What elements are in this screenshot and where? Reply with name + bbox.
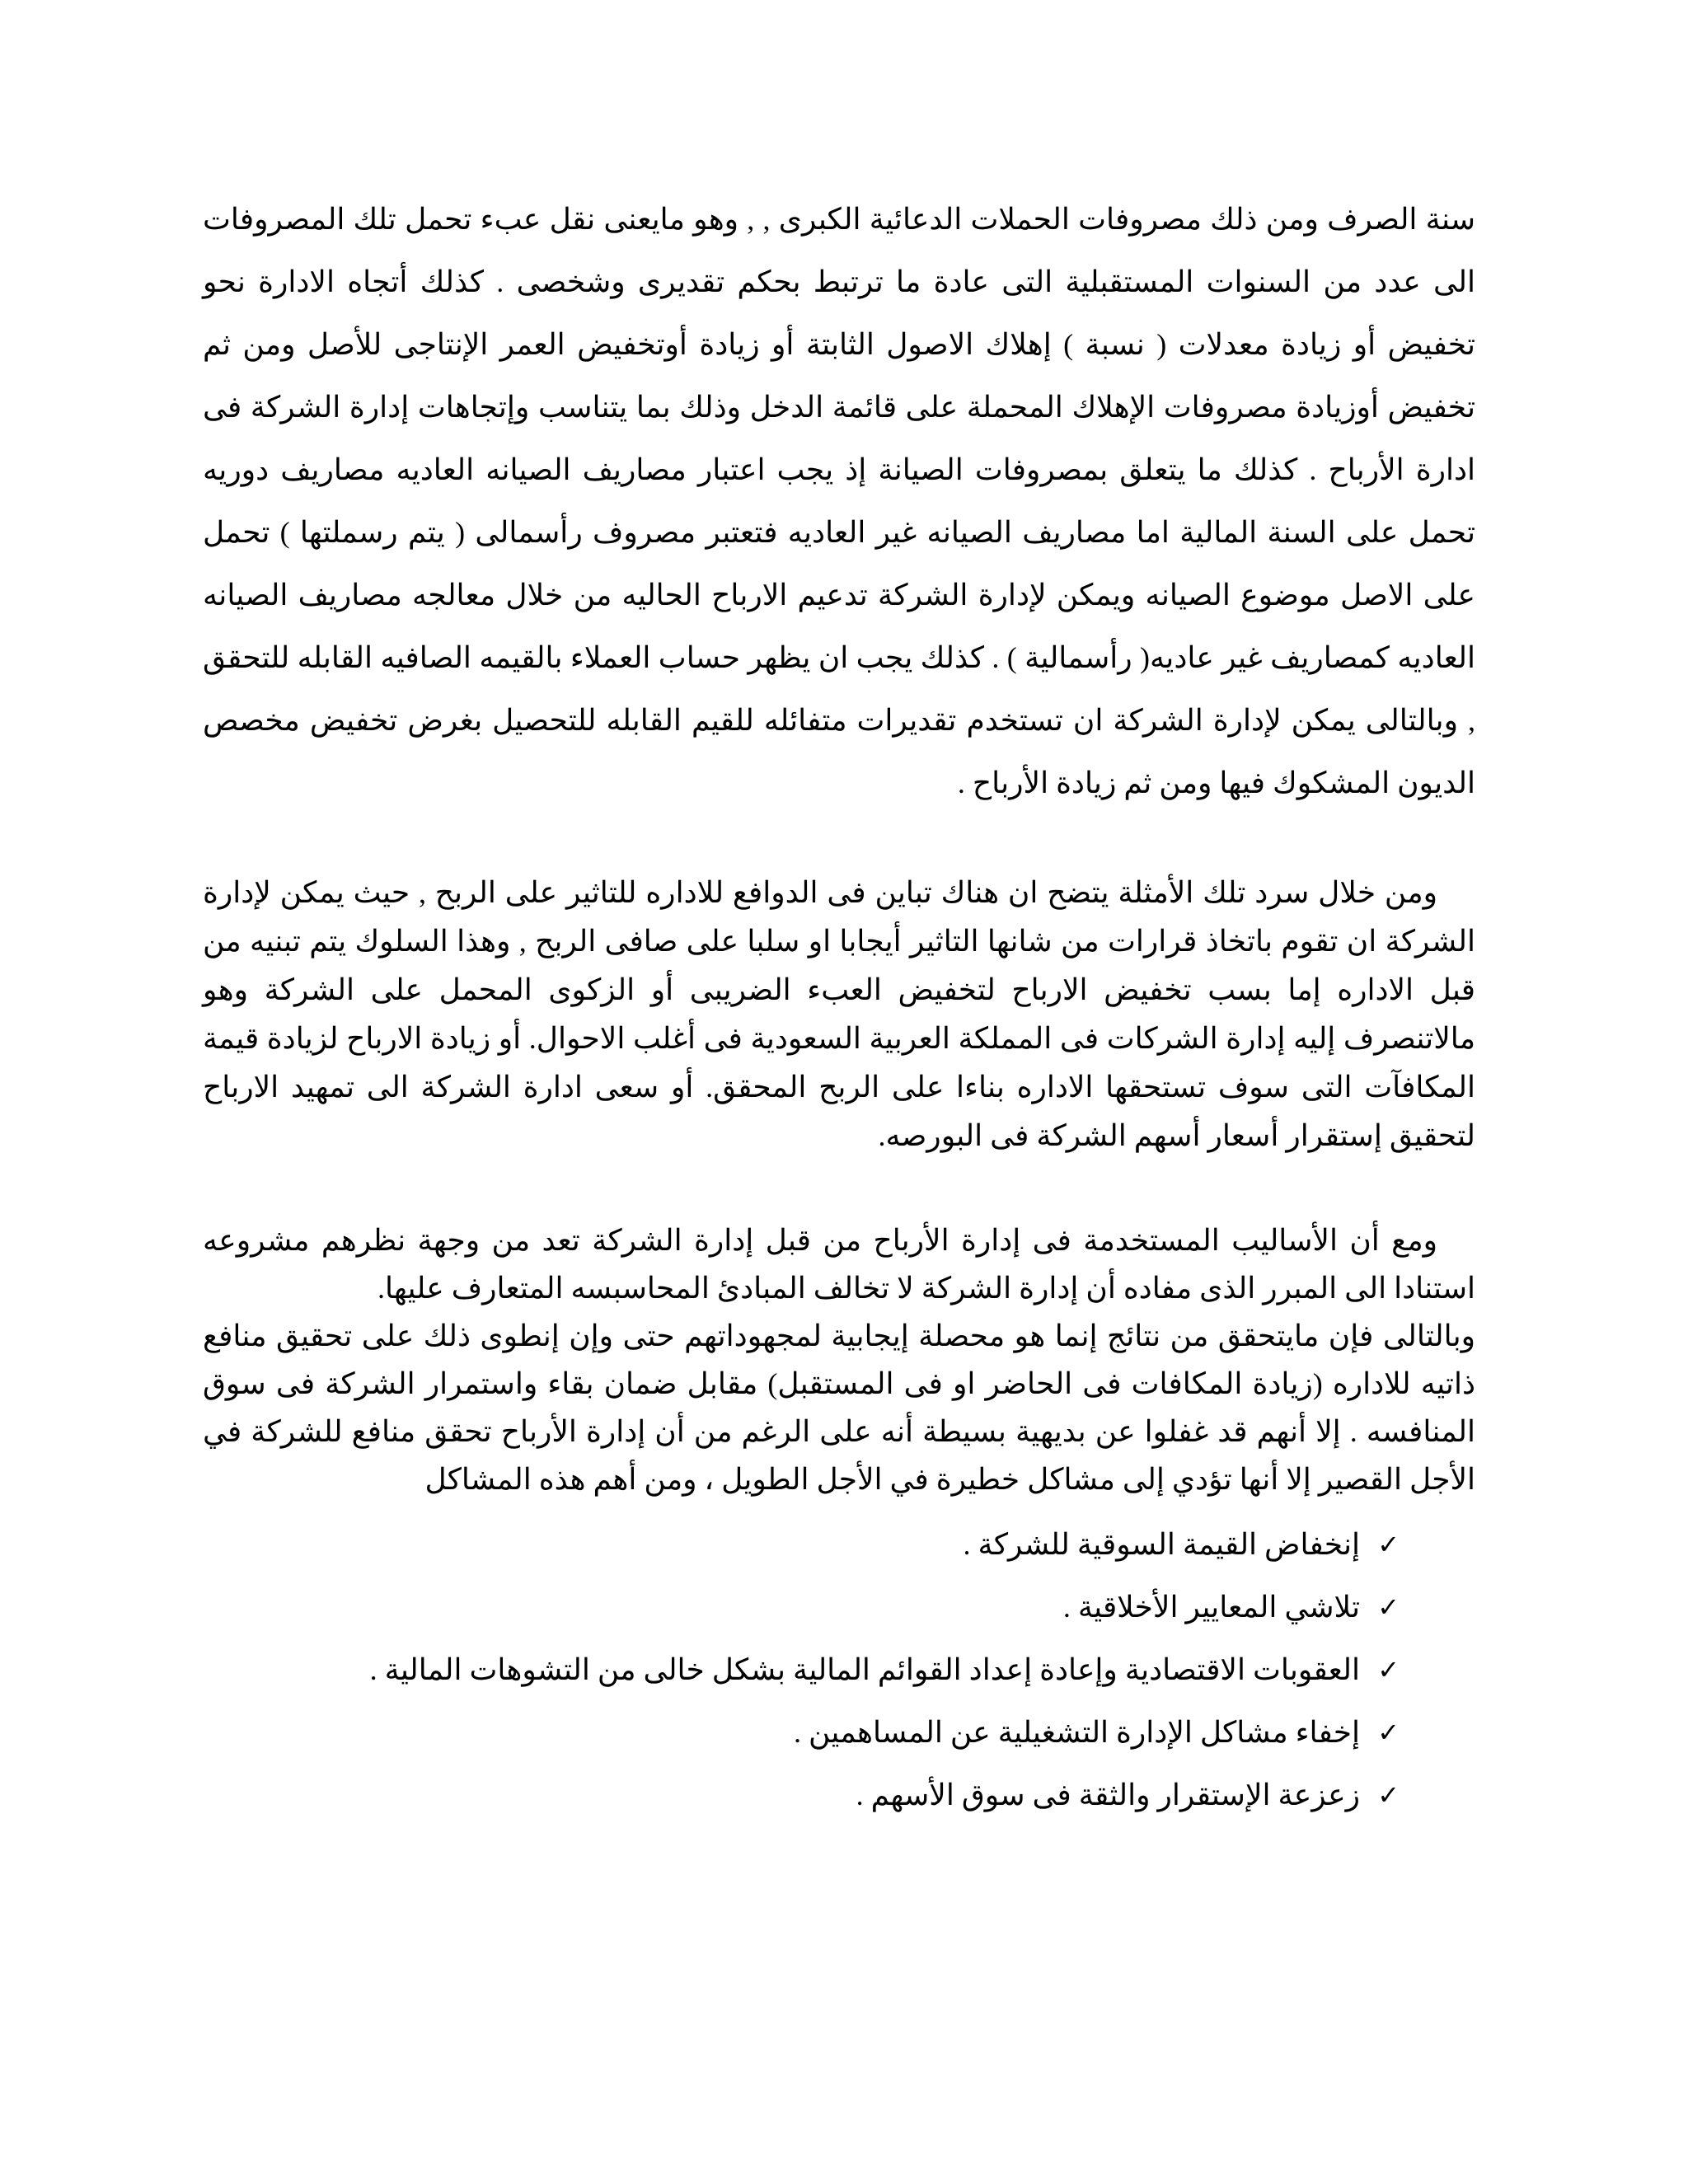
check-icon: ✓ [1377,1591,1400,1623]
check-icon: ✓ [1377,1717,1400,1748]
list-item-text: العقوبات الاقتصادية وإعادة إعداد القوائم المالية بشكل خالى من التشوهات المالية . [369,1653,1360,1686]
paragraph-accounting-examples: سنة الصرف ومن ذلك مصروفات الحملات الدعائية الكبرى , , وهو مايعنى نقل عبء تحمل تلك المصروفات الى عدد من السنوات المستقبلية التى عادة ما ترتبط بحكم تقديرى وشخصى . كذلك أتجاه الادارة نحو تخفيض أو زيادة معدلات ( نسبة ) إهلاك الاصول الثابتة أو زيادة أوتخفيض العمر الإنتاجى للأصل ومن ثم تخفيض أوزيادة مصروفات الإهلاك المحملة على قائمة الدخل وذلك بما يتناسب وإتجاهات إدارة الشركة فى ادارة الأرباح . كذلك ما يتعلق بمصروفات الصيانة إذ يجب اعتبار مصاريف الصيانه العاديه مصاريف دوريه تحمل على السنة المالية اما مصاريف الصيانه غير العاديه فتعتبر مصروف رأسمالى ( يتم رسملتها ) تحمل على الاصل موضوع الصيانه ويمكن لإدارة الشركة تدعيم الارباح الحاليه من خلال معالجه مصاريف الصيانه العاديه كمصاريف غير عاديه( رأسمالية ) . كذلك يجب ان يظهر حساب العملاء بالقيمه الصافيه القابله للتحقق , وبالتالى يمكن لإدارة الشركة ان تستخدم تقديرات متفائله للقيم القابله للتحصيل بغرض تخفيض مخصص الديون المشكوك فيها ومن ثم زيادة الأرباح . [203,203,1475,799]
paragraph-management-motives: ومن خلال سرد تلك الأمثلة يتضح ان هناك تباين فى الدوافع للاداره للتاثير على الربح , حيث يمكن لإدارة الشركة ان تقوم باتخاذ قرارات من شانها التاثير أيجابا او سلبا على صافى الربح , وهذا السلوك يتم تبنيه من قبل الاداره إما بسب تخفيض الارباح لتخفيض العبء الضريبى أو الزكوى المحمل على الشركة وهو مالاتنصرف إليه إدارة الشركات فى المملكة العربية السعودية فى أغلب الاحوال. أو زيادة الارباح لزيادة قيمة المكافآت التى سوف تستحقها الاداره بناءا على الربح المحقق. أو سعى ادارة الشركة الى تمهيد الارباح لتحقيق إستقرار أسعار أسهم الشركة فى البورصه. [203,876,1475,1152]
paragraph-long-term-problems: وبالتالى فإن مايتحقق من نتائج إنما هو محصلة إيجابية لمجهوداتهم حتى وإن إنطوى ذلك على تحقيق منافع ذاتيه للاداره (زيادة المكافات فى الحاضر او فى المستقبل) مقابل ضمان بقاء واستمرار الشركة فى سوق المنافسه . إلا أنهم قد غفلوا عن بديهية بسيطة أنه على الرغم من أن إدارة الأرباح تحقق منافع للشركة في الأجل القصير إلا أنها تؤدي إلى مشاكل خطيرة في الأجل الطويل ، ومن أهم هذه المشاكل [203,1319,1475,1496]
list-item [203,1576,1400,1638]
check-icon: ✓ [1377,1779,1400,1811]
paragraph-legitimacy-claim: ومع أن الأساليب المستخدمة فى إدارة الأرباح من قبل إدارة الشركة تعد من وجهة نظرهم مشروعه استنادا الى المبرر الذى مفاده أن إدارة الشركة لا تخالف المبادئ المحاسبسه المتعارف عليها. [203,1224,1475,1305]
check-icon: ✓ [1377,1529,1400,1560]
list-item-text: تلاشي المعايير الأخلاقية . [1062,1591,1360,1624]
list-item-text: زعزعة الإستقرار والثقة فى سوق الأسهم . [856,1779,1360,1811]
list-item-text: إنخفاض القيمة السوقية للشركة . [963,1528,1360,1561]
check-icon: ✓ [1377,1654,1400,1685]
list-item-text: إخفاء مشاكل الإدارة التشغيلية عن المساهمين . [793,1716,1360,1749]
list-item [203,1638,1400,1701]
list-item [203,1764,1400,1826]
list-item [203,1513,1400,1576]
list-item [203,1701,1400,1764]
problems-checklist [203,1513,1475,1826]
document-page [203,188,1475,1826]
